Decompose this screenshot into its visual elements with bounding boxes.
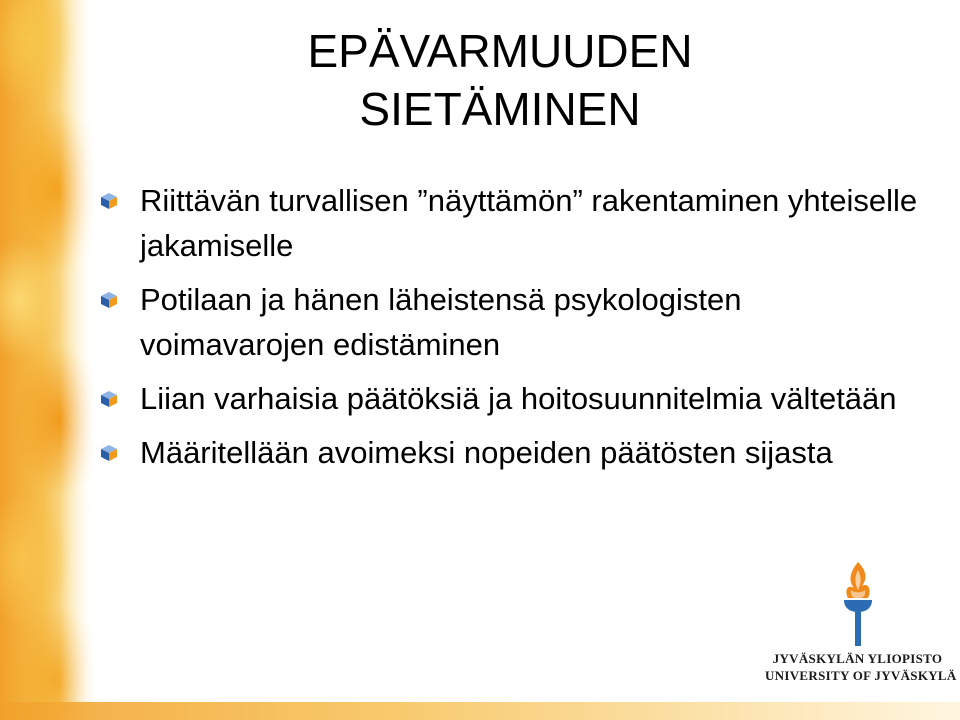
leaf-decoration-bottom xyxy=(0,702,960,720)
bullet-item xyxy=(100,277,920,367)
bullet-item xyxy=(100,178,920,268)
cube-bullet-icon xyxy=(100,291,118,309)
bullet-text: Potilaan ja hänen läheistensä psykologisten voimavarojen edistäminen xyxy=(140,282,742,362)
bullet-text: Määritellään avoimeksi nopeiden päätösten sijasta xyxy=(140,435,833,470)
bullet-text: Riittävän turvallisen ”näyttämön” rakentaminen yhteiselle jakamiselle xyxy=(140,183,918,263)
title-line-1: EPÄVARMUUDEN xyxy=(307,25,693,77)
bullet-item xyxy=(100,430,920,475)
logo-text-finnish: JYVÄSKYLÄN YLIOPISTO xyxy=(772,651,943,666)
cube-bullet-icon xyxy=(100,444,118,462)
title-line-2: SIETÄMINEN xyxy=(359,83,641,135)
slide-title xyxy=(200,22,800,138)
bullet-list xyxy=(100,178,920,484)
cube-bullet-icon xyxy=(100,390,118,408)
leaf-decoration-left xyxy=(0,0,95,720)
bullet-item xyxy=(100,376,920,421)
bullet-text: Liian varhaisia päätöksiä ja hoitosuunnitelmia vältetään xyxy=(140,381,897,416)
logo-text-english: UNIVERSITY OF JYVÄSKYLÄ xyxy=(765,668,957,683)
university-logo xyxy=(765,560,957,695)
torch-icon xyxy=(828,560,888,650)
cube-bullet-icon xyxy=(100,192,118,210)
